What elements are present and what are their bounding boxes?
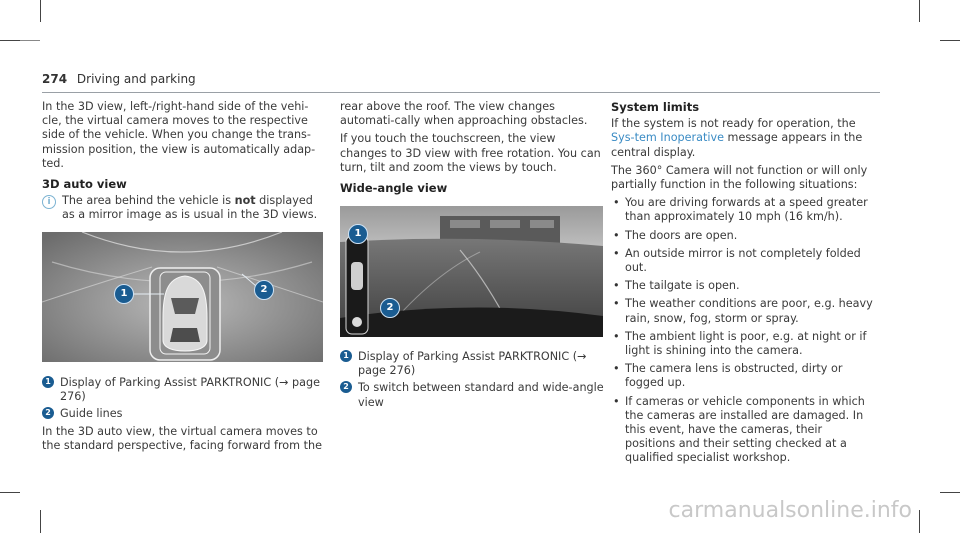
list-item: • If cameras or vehicle components in which the cameras are installed are damaged. In this event, have the cameras, their positions and their setting checked at a qualified specialist workshop. (611, 395, 873, 466)
callout-1: 1 (114, 284, 134, 304)
limits-list (611, 196, 873, 465)
column-2-lower (340, 350, 604, 413)
heading-3d-auto-view: 3D auto view (42, 177, 127, 192)
wide-angle-camera-illustration (340, 206, 603, 337)
col2-intro-2: If you touch the touchscreen, the view changes to 3D view with free rotation. You can turn, tilt and zoom the views by touch. (340, 132, 601, 174)
image-wide-angle-view (340, 206, 603, 337)
3d-car-illustration (42, 232, 323, 362)
legend-number-1: 1 (340, 350, 352, 362)
info-note-text: The area behind the vehicle is not displayed as a mirror image as is usual in the 3D views. (62, 194, 318, 222)
list-item: • An outside mirror is not completely folded out. (611, 247, 873, 275)
legend-text-1: Display of Parking Assist PARKTRONIC (→ page 276) (60, 376, 320, 404)
col2-intro-1: rear above the roof. The view changes automati-cally when approaching obstacles. (340, 100, 588, 128)
crop-mark (0, 492, 20, 493)
system-inoperative-link[interactable]: Sys-tem Inoperative (611, 131, 724, 145)
legend-number-2: 2 (42, 407, 54, 419)
heading-system-limits: System limits (611, 100, 700, 114)
callout-1: 1 (348, 224, 368, 244)
watermark: carmanualsonline.info (668, 498, 912, 523)
crop-mark (40, 510, 41, 533)
legend-item-2 (340, 381, 604, 409)
crop-mark (940, 492, 960, 493)
col3-paragraph-1: If the system is not ready for operation, the Sys-tem Inoperative message appears in the central display. (611, 117, 863, 159)
legend-number-2: 2 (340, 381, 352, 393)
crop-mark (919, 0, 920, 22)
legend-text-1: Display of Parking Assist PARKTRONIC (→ page 276) (358, 350, 587, 378)
page-header (42, 72, 196, 86)
list-item: • The weather conditions are poor, e.g. heavy rain, snow, fog, storm or spray. (611, 297, 873, 325)
list-item: • You are driving forwards at a speed greater than approximately 10 mph (16 km/h). (611, 196, 873, 224)
info-icon: i (42, 195, 56, 209)
crop-mark (0, 40, 20, 41)
header-rule (42, 92, 880, 93)
column-2 (340, 100, 604, 198)
legend-text-2: Guide lines (60, 407, 123, 421)
list-item: • The doors are open. (611, 229, 873, 243)
list-item: • The tailgate is open. (611, 279, 873, 293)
info-note (42, 194, 324, 222)
col1-outro: In the 3D auto view, the virtual camera moves to the standard perspective, facing forward from the (42, 424, 322, 452)
column-3 (611, 100, 873, 470)
legend-item-2 (42, 407, 324, 421)
heading-wide-angle-view: Wide-angle view (340, 181, 448, 196)
image-3d-auto-view (42, 232, 323, 362)
callout-2: 2 (380, 298, 400, 318)
legend-item-1 (42, 376, 324, 404)
page-number: 274 (42, 72, 68, 86)
crop-mark (40, 0, 41, 22)
callout-2: 2 (254, 280, 274, 300)
column-1 (42, 100, 324, 227)
section-title: Driving and parking (76, 72, 196, 86)
crop-mark (940, 40, 960, 41)
legend-item-1 (340, 350, 604, 378)
col3-paragraph-2: The 360° Camera will not function or will only partially function in the following situations: (611, 163, 868, 192)
column-1-lower (42, 376, 324, 457)
list-item: • The ambient light is poor, e.g. at night or if light is shining into the camera. (611, 330, 873, 358)
crop-mark (20, 40, 40, 41)
col1-intro: In the 3D view, left-/right-hand side of the vehi-cle, the virtual camera moves to the respective side of the vehicle. When you change the trans-mission position, the view is automatically adap-ted. (42, 100, 316, 170)
crop-mark (919, 510, 920, 533)
legend-number-1: 1 (42, 376, 54, 388)
list-item: • The camera lens is obstructed, dirty or fogged up. (611, 362, 873, 390)
legend-text-2: To switch between standard and wide-angle view (358, 381, 604, 409)
